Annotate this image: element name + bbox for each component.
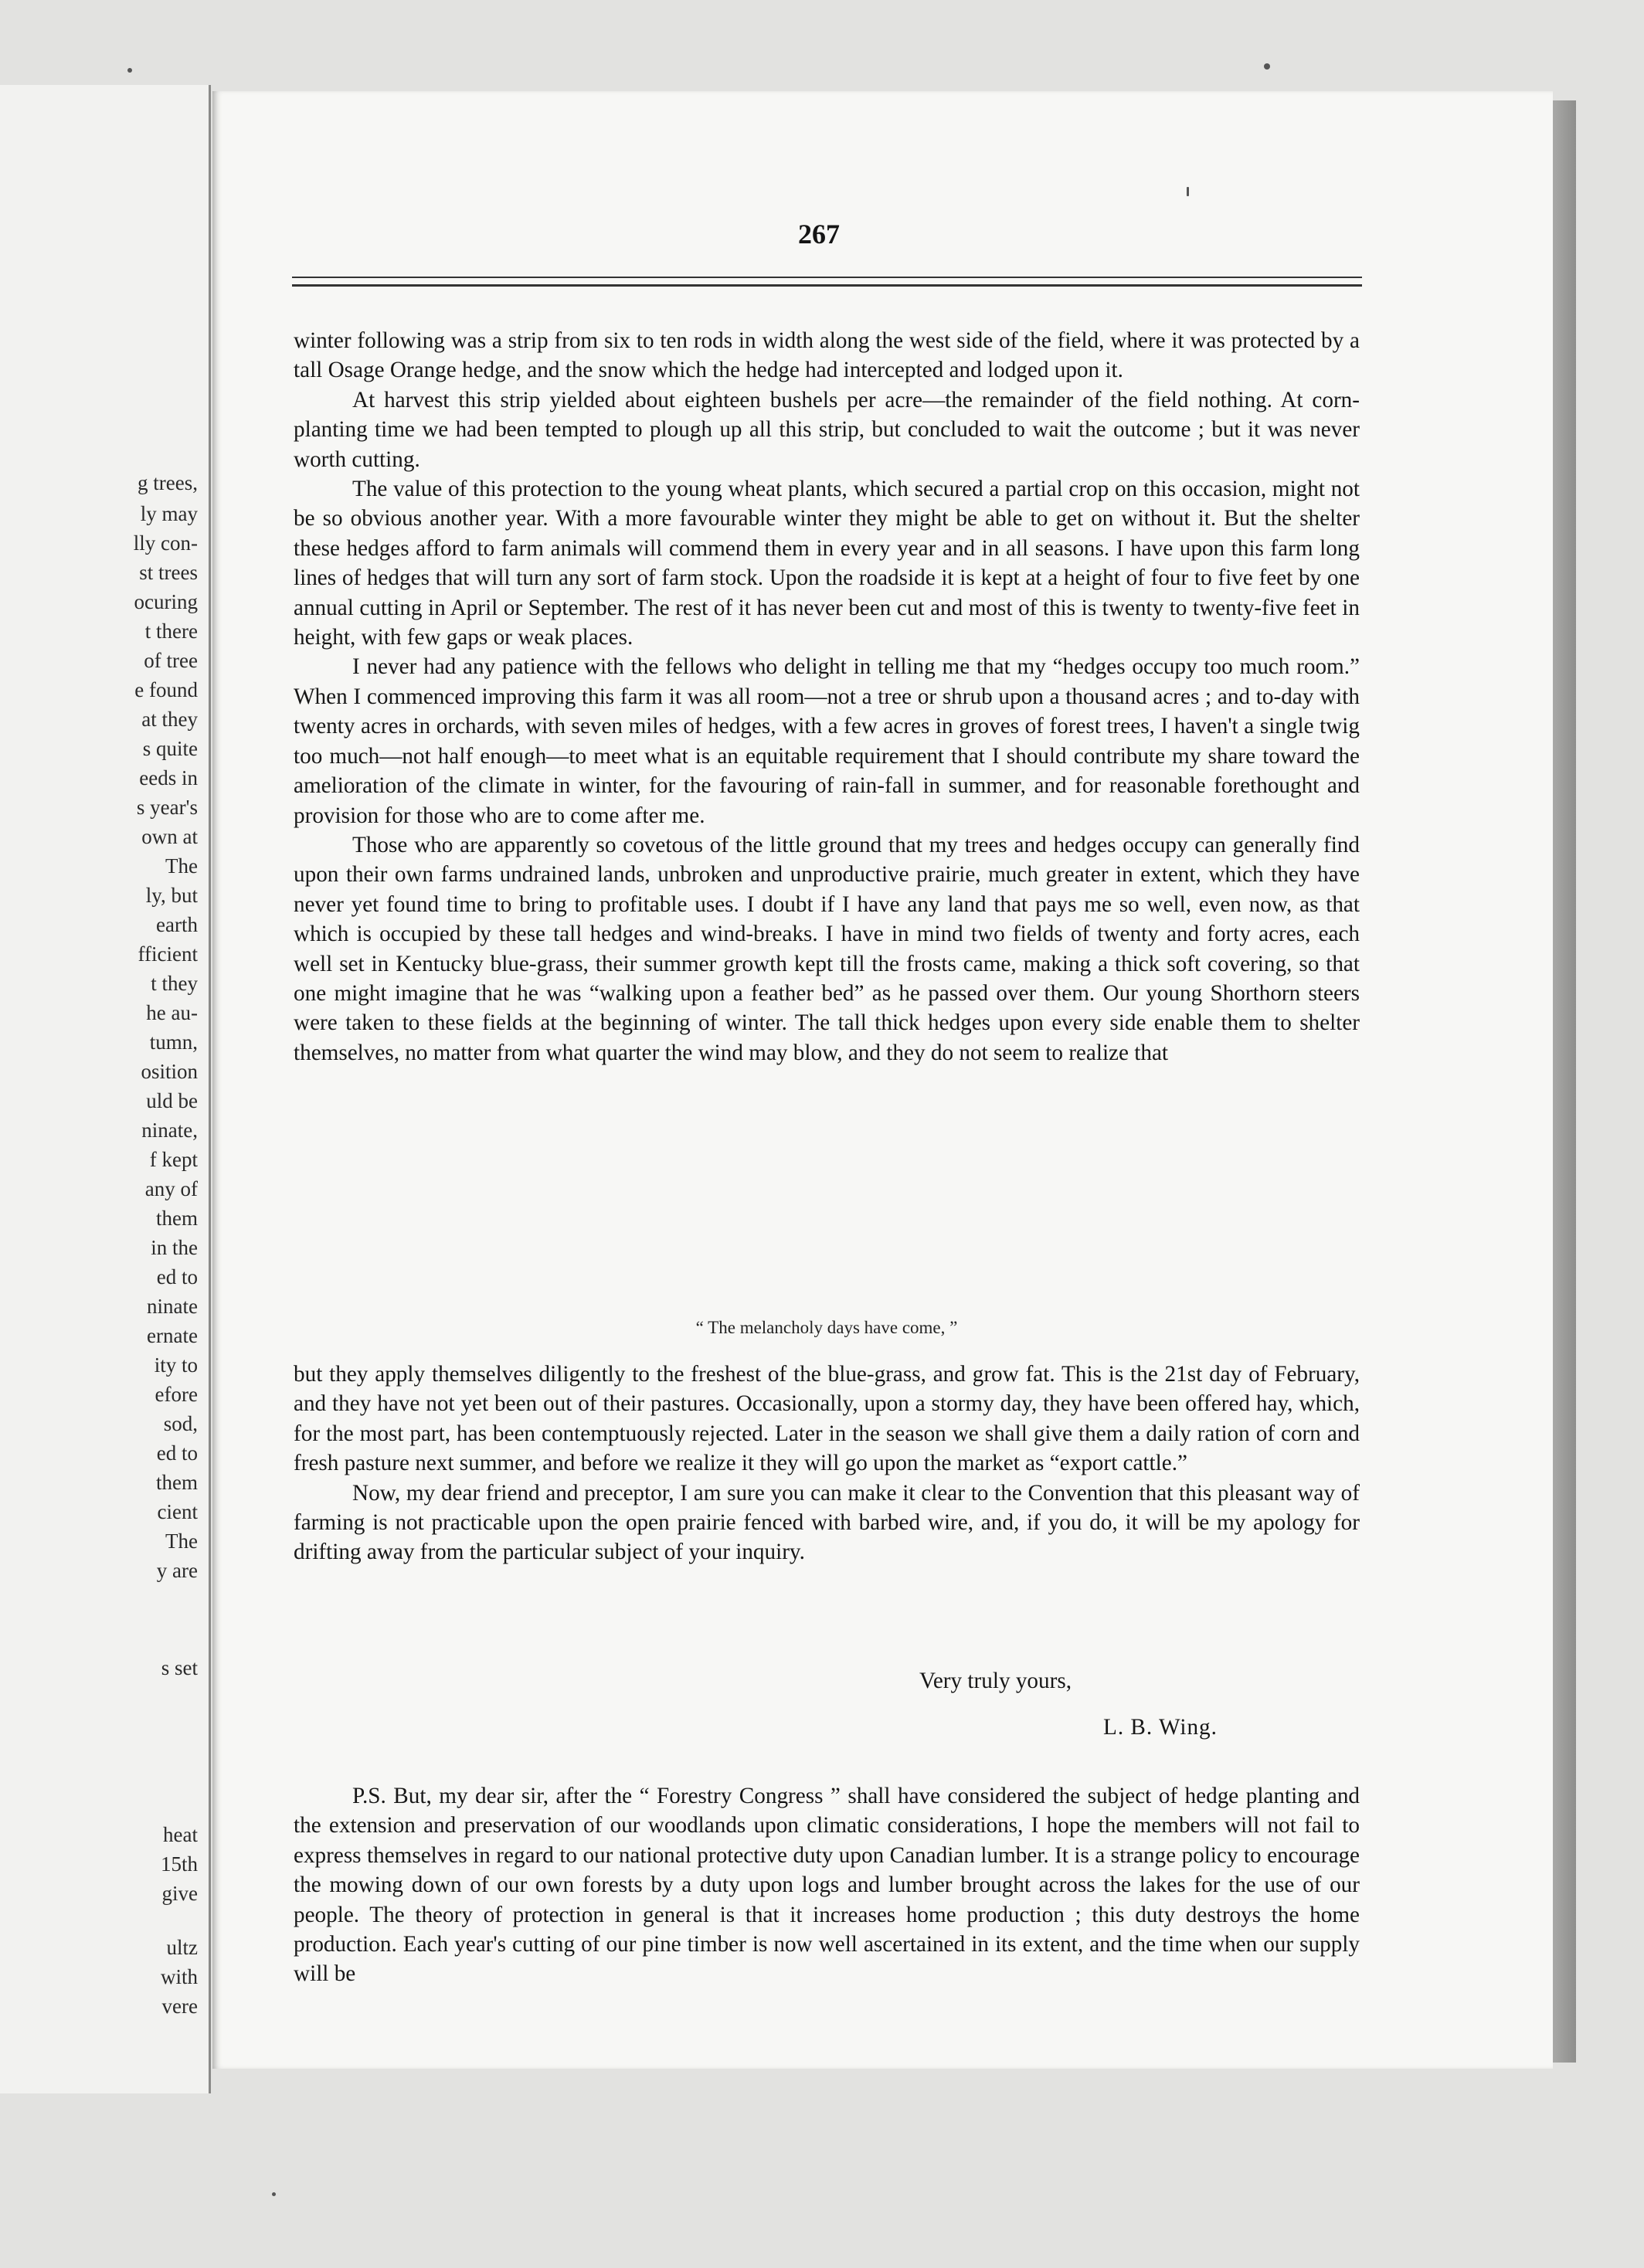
left-fragment: in the bbox=[151, 1236, 198, 1259]
left-fragment: them bbox=[156, 1207, 198, 1230]
left-fragment: ity to bbox=[154, 1353, 198, 1377]
scan-speck bbox=[1264, 63, 1270, 70]
left-fragment: of tree bbox=[144, 649, 198, 672]
left-fragment: s quite bbox=[142, 737, 198, 760]
letter-body bbox=[294, 326, 1360, 1068]
page-number: 267 bbox=[798, 219, 840, 250]
left-fragment: with bbox=[160, 1965, 198, 1988]
left-fragment: at they bbox=[141, 708, 198, 731]
previous-page-fragment bbox=[0, 85, 211, 2093]
left-fragment: cient bbox=[157, 1500, 198, 1523]
paragraph: Those who are apparently so covetous of the little ground that my trees and hedges occupy can generally find upon their own farms undrained lands, unbroken and unproductive prairie, much greater in extent, which they have never yet found time to bring to profitable uses. I doubt if I have any land that pays me so well, even now, as that which is occupied by these tall hedges and wind-breaks. I have in mind two fields of twenty and forty acres, each well set in Kentucky blue-grass, their summer growth kept till the frosts came, making a thick soft covering, so that one might imagine that he was “walking upon a feather bed” as he passed over them. Our young Shorthorn steers were taken to these fields at the beginning of winter. The tall thick hedges upon every side enable them to shelter themselves, no matter from what quarter the wind may blow, and they do not seem to realize that bbox=[294, 832, 1360, 1065]
left-fragment: The bbox=[165, 1530, 198, 1553]
left-fragment: ed to bbox=[156, 1265, 198, 1288]
left-fragment: ly, but bbox=[145, 884, 198, 907]
left-fragment: lly con- bbox=[133, 531, 198, 555]
left-fragment: he au- bbox=[146, 1001, 198, 1024]
left-fragment: eeds in bbox=[139, 766, 198, 789]
paragraph: winter following was a strip from six to ten rods in width along the west side of the field, where it was protected by a tall Osage Orange hedge, and the snow which the hedge had intercepted and lodged upon it. bbox=[294, 328, 1360, 383]
left-fragment: s set bbox=[161, 1656, 198, 1679]
left-fragment: tumn, bbox=[149, 1030, 198, 1054]
left-fragment: ocuring bbox=[134, 590, 198, 613]
left-fragment: t there bbox=[144, 620, 198, 643]
left-fragment: t they bbox=[151, 972, 198, 995]
left-fragment: The bbox=[165, 854, 198, 878]
left-fragment: ed to bbox=[156, 1441, 198, 1465]
left-fragment: st trees bbox=[139, 561, 198, 584]
left-fragment: ernate bbox=[147, 1324, 198, 1347]
left-fragment: heat bbox=[163, 1823, 198, 1846]
scan-speck bbox=[272, 2192, 276, 2196]
left-fragment: ultz bbox=[166, 1936, 198, 1959]
paragraph: The value of this protection to the young wheat plants, which secured a partial crop on this occasion, might not be so obvious another year. With a more favourable winter they might be able to get on without it. But the shelter these hedges afford to farm animals will commend them in every year and in all seasons. I have upon this farm long lines of hedges that will turn any sort of farm stock. Upon the roadside it is kept at a height of four to five feet by one annual cutting in April or September. The rest of it has never been cut and most of this is twenty to twenty-five feet in height, with few gaps or weak places. bbox=[294, 477, 1360, 650]
quotation: “ The melancholy days have come, ” bbox=[695, 1318, 958, 1337]
paragraph: At harvest this strip yielded about eighteen bushels per acre—the remainder of the field nothing. At corn-planting time we had been tempted to plough up all this strip, but concluded to wait the outcome ; but it was never worth cutting. bbox=[294, 387, 1360, 472]
left-fragment: ninate bbox=[147, 1295, 198, 1318]
paragraph: I never had any patience with the fellows who delight in telling me that my “hedges occupy too much room.” When I commenced improving this farm it was all room—not a tree or shrub upon a thousand acres ; and to-day with twenty acres in orchards, with seven miles of hedges, with a few acres in groves of forest trees, I haven't a single twig too much—not half enough—to meet what is an equitable requirement that I should contribute my share toward the amelioration of the climate in winter, for the favouring of rain-fall in summer, and for reasonable forethought and provision for those who are to come after me. bbox=[294, 654, 1360, 828]
left-fragment: give bbox=[161, 1882, 198, 1905]
left-fragment: efore bbox=[155, 1383, 198, 1406]
left-fragment: y are bbox=[156, 1559, 198, 1582]
left-fragment: 15th bbox=[160, 1852, 198, 1876]
left-fragment: them bbox=[156, 1471, 198, 1494]
left-fragment: own at bbox=[141, 825, 198, 848]
left-fragment: earth bbox=[156, 913, 198, 936]
left-fragment: s year's bbox=[136, 796, 198, 819]
letter-body-continued bbox=[294, 1360, 1360, 1567]
left-fragment: ly may bbox=[140, 502, 198, 525]
left-fragment: fficient bbox=[138, 942, 198, 966]
left-fragment: any of bbox=[144, 1177, 198, 1200]
left-fragment: vere bbox=[161, 1995, 198, 2018]
left-fragment: osition bbox=[141, 1060, 198, 1083]
paragraph: P.S. But, my dear sir, after the “ Forestry Congress ” shall have considered the subject of hedge planting and the extension and preservation of our woodlands upon climatic considerations, I hope the members will not fail to express themselves in regard to our national protective duty upon Canadian lumber. It is a strange policy to encourage the mowing down of our own forests by a duty upon logs and lumber brought across the lakes for the use of our people. The theory of protection in general is that it increases home production ; this duty destroys the home production. Each year's cutting of our pine timber is now well ascertained in its extent, and the time when our supply will be bbox=[294, 1784, 1360, 1987]
signature: L. B. Wing. bbox=[1103, 1715, 1218, 1740]
scan-speck bbox=[127, 68, 132, 73]
paragraph: but they apply themselves diligently to the freshest of the blue-grass, and grow fat. This is the 21st day of February, and they have not yet been out of their pastures. Occasionally, upon a stormy day, they have been offered hay, which, for the most part, has been contemptuously rejected. Later in the season we shall give them a daily ration of corn and fresh pasture next summer, and before we realize it they will go upon the market as “export cattle.” bbox=[294, 1362, 1360, 1476]
left-fragment: e found bbox=[134, 678, 198, 701]
postscript bbox=[294, 1781, 1360, 1989]
left-fragment: uld be bbox=[146, 1089, 198, 1112]
left-fragment: f kept bbox=[149, 1148, 198, 1171]
paragraph: Now, my dear friend and preceptor, I am sure you can make it clear to the Convention that this pleasant way of farming is not practicable upon the open prairie fenced with barbed wire, and, if you do, it will be my apology for drifting away from the particular subject of your inquiry. bbox=[294, 1480, 1360, 1565]
scan-speck bbox=[1187, 187, 1189, 196]
left-fragment: ninate, bbox=[141, 1119, 198, 1142]
left-fragment: sod, bbox=[163, 1412, 198, 1435]
left-fragment: g trees, bbox=[138, 471, 198, 494]
header-rule bbox=[292, 277, 1362, 287]
closing-salutation: Very truly yours, bbox=[919, 1669, 1072, 1693]
